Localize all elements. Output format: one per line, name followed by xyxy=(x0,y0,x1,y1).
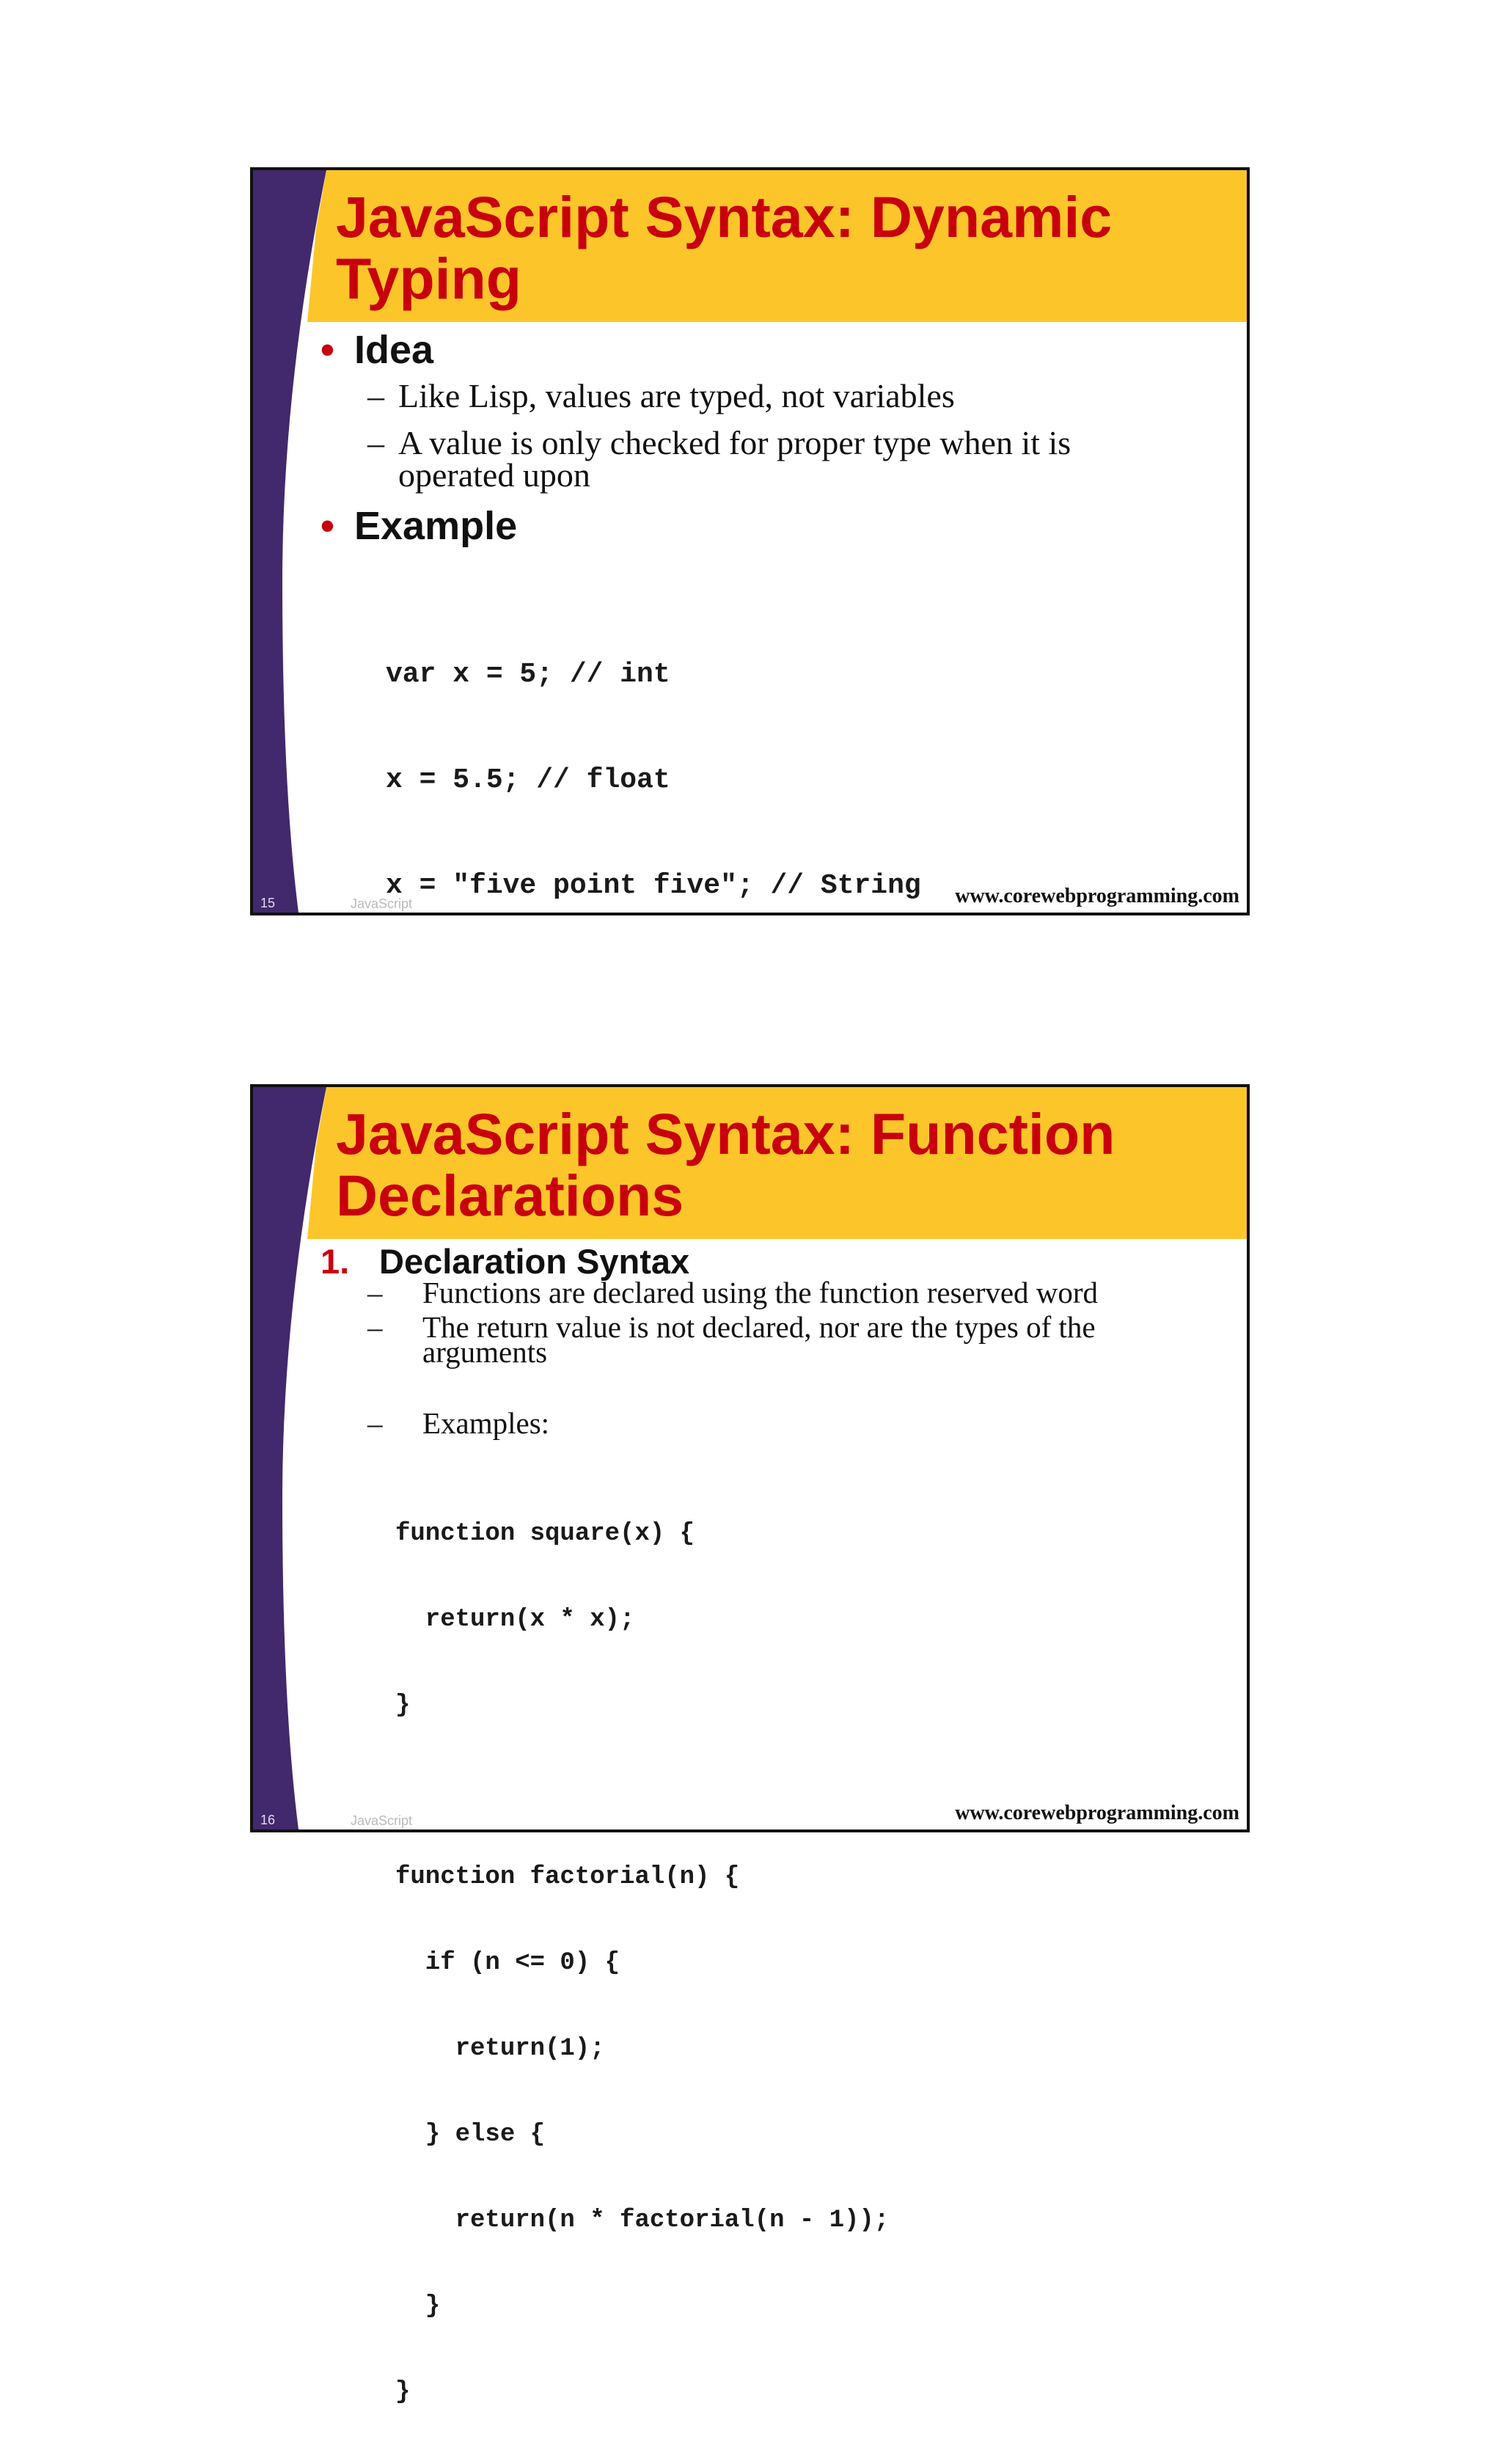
dash: – xyxy=(367,424,384,461)
slide-title-line-1: JavaScript Syntax: Function xyxy=(336,1101,1115,1166)
sub-bullet-text: Like Lisp, values are typed, not variables xyxy=(398,377,955,414)
footer-course-name: JavaScript xyxy=(351,1813,413,1828)
bullet-dot: • xyxy=(320,328,334,372)
code-line: } xyxy=(395,2292,441,2320)
heading-number: 1. xyxy=(320,1242,350,1281)
slide-number: 16 xyxy=(260,1813,276,1827)
footer-site-url: www.corewebprogramming.com xyxy=(955,1802,1239,1824)
slide-title-line-2: Typing xyxy=(336,246,522,311)
code-line: function square(x) { xyxy=(395,1520,695,1548)
sub-bullet-line: The return value is not declared, nor are the types of the xyxy=(422,1310,1096,1344)
slide-number: 15 xyxy=(260,896,276,910)
code-line: function factorial(n) { xyxy=(395,1863,740,1891)
slide-title-line-2: Declarations xyxy=(336,1163,684,1228)
slide-title xyxy=(336,186,1216,310)
dash: – xyxy=(367,1406,383,1440)
code-line xyxy=(395,1777,889,1806)
bullet-label: Idea xyxy=(354,328,434,372)
slide-15 xyxy=(250,167,1250,915)
code-line: return(1); xyxy=(395,2035,605,2063)
sub-bullet-text: Examples: xyxy=(422,1406,550,1440)
slide-title-line-1: JavaScript Syntax: Dynamic xyxy=(336,184,1113,249)
code-line: } xyxy=(395,2378,411,2406)
bullet-label: Example xyxy=(354,504,518,548)
dash: – xyxy=(367,1310,383,1344)
slide-title xyxy=(336,1103,1216,1226)
dash: – xyxy=(367,377,384,414)
sub-bullet-text xyxy=(398,424,1132,494)
bullet-dot: • xyxy=(320,504,334,548)
slide-16 xyxy=(250,1084,1250,2406)
code-block xyxy=(395,1463,889,2464)
heading-label: Declaration Syntax xyxy=(379,1242,690,1281)
footer-course-name: JavaScript xyxy=(351,896,413,911)
code-line: var x = 5; // int xyxy=(386,659,670,690)
sub-bullet-text xyxy=(422,1310,1156,1369)
sub-bullet-line: arguments xyxy=(422,1335,548,1369)
sub-bullet-text: Functions are declared using the function reserved word xyxy=(422,1276,1099,1309)
footer-site-url: www.corewebprogramming.com xyxy=(955,885,1239,907)
code-line: return(x * x); xyxy=(395,1606,635,1634)
code-line: if (n <= 0) { xyxy=(395,1949,620,1977)
sub-bullet-line: operated upon xyxy=(398,456,590,494)
code-line: } xyxy=(395,1692,411,1719)
sub-bullet-line: A value is only checked for proper type when it is xyxy=(398,424,1071,461)
code-line: x = 5.5; // float xyxy=(386,764,670,796)
dash: – xyxy=(367,1276,383,1309)
code-line: x = "five point five"; // String xyxy=(386,870,921,902)
code-line: } else { xyxy=(395,2121,546,2149)
code-block xyxy=(386,587,921,974)
code-line: return(n * factorial(n - 1)); xyxy=(395,2207,890,2234)
